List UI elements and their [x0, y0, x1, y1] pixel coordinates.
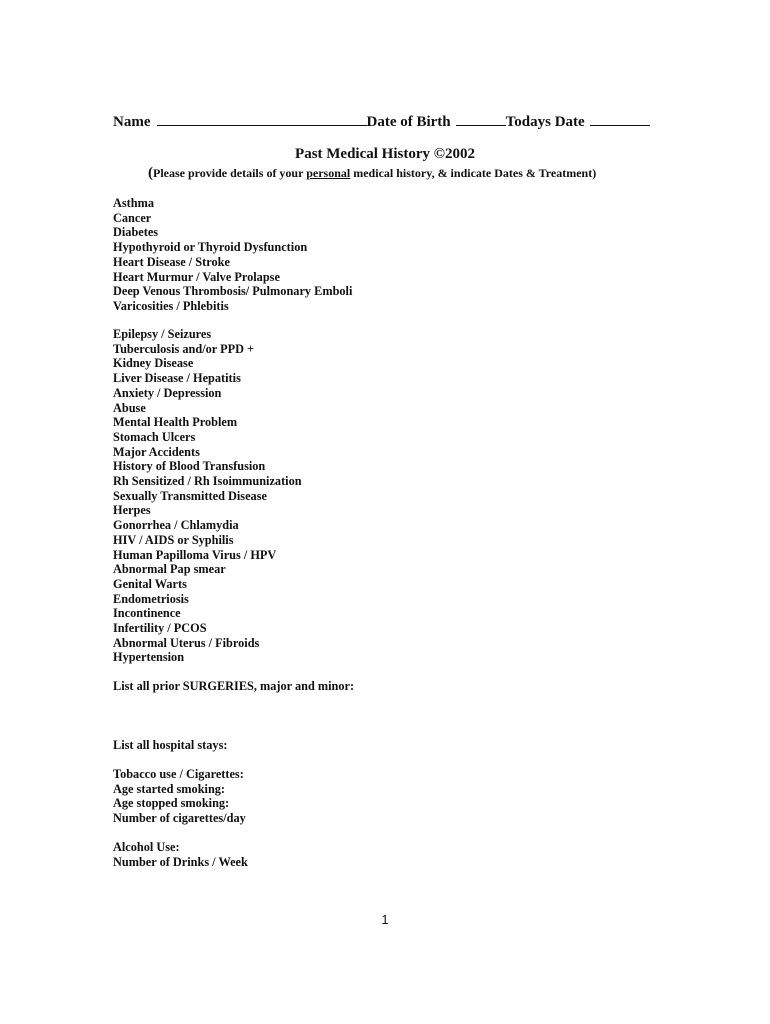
condition-item: Gonorrhea / Chlamydia	[113, 518, 239, 533]
condition-item: Major Accidents	[113, 444, 200, 459]
tobacco-item: Number of cigarettes/day	[113, 811, 246, 826]
condition-item: Tuberculosis and/or PPD +	[113, 341, 255, 356]
conditions-list-2	[113, 327, 302, 665]
condition-item: Deep Venous Thrombosis/ Pulmonary Emboli	[113, 284, 353, 299]
condition-item: Genital Warts	[113, 576, 187, 591]
condition-item: Endometriosis	[113, 591, 189, 606]
instructions-open-paren: (	[148, 165, 153, 181]
instructions-before: Please provide details of your	[153, 166, 307, 180]
instructions	[148, 165, 596, 182]
condition-item: Mental Health Problem	[113, 415, 238, 430]
surgeries-section	[113, 679, 354, 694]
condition-item: Kidney Disease	[113, 356, 194, 371]
condition-item: Cancer	[113, 210, 152, 225]
tobacco-section	[113, 767, 246, 826]
condition-item: Infertility / PCOS	[113, 621, 207, 636]
hospital-stays-section	[113, 738, 227, 753]
condition-item: Abnormal Pap smear	[113, 562, 226, 577]
todays-date-label: Todays Date	[505, 114, 585, 130]
patient-header	[113, 111, 658, 131]
condition-item: Incontinence	[113, 606, 181, 621]
name-label: Name	[113, 114, 151, 130]
condition-item: HIV / AIDS or Syphilis	[113, 532, 234, 547]
condition-item: Hypothyroid or Thyroid Dysfunction	[113, 240, 308, 255]
alcohol-section	[113, 840, 248, 869]
page-number: 1	[381, 912, 389, 927]
alcohol-item: Number of Drinks / Week	[113, 854, 248, 869]
page-title: Past Medical History ©2002	[295, 146, 475, 162]
surgeries-label: List all prior SURGERIES, major and minor:	[113, 679, 355, 693]
instructions-after: medical history, & indicate Dates & Treatment)	[350, 166, 597, 180]
condition-item: Hypertension	[113, 650, 185, 665]
date-of-birth-label: Date of Birth	[366, 114, 451, 130]
condition-item: History of Blood Transfusion	[113, 459, 266, 474]
condition-item: Anxiety / Depression	[113, 385, 222, 400]
tobacco-item: Tobacco use / Cigarettes:	[113, 767, 244, 781]
date-of-birth-field[interactable]	[456, 111, 506, 126]
condition-item: Sexually Transmitted Disease	[113, 488, 267, 503]
condition-item: Varicosities / Phlebitis	[113, 298, 229, 313]
tobacco-item: Age started smoking:	[113, 781, 226, 796]
condition-item: Rh Sensitized / Rh Isoimmunization	[113, 474, 302, 489]
condition-item: Herpes	[113, 503, 151, 518]
hospital-stays-label: List all hospital stays:	[113, 738, 228, 752]
condition-item: Abnormal Uterus / Fibroids	[113, 635, 260, 650]
condition-item: Abuse	[113, 400, 146, 415]
todays-date-field[interactable]	[590, 111, 650, 126]
condition-item: Human Papilloma Virus / HPV	[113, 547, 277, 562]
conditions-list-1	[113, 196, 352, 314]
condition-item: Liver Disease / Hepatitis	[113, 371, 241, 386]
condition-item: Heart Disease / Stroke	[113, 254, 230, 269]
instructions-underlined: personal	[306, 166, 351, 180]
condition-item: Stomach Ulcers	[113, 429, 196, 444]
condition-item: Heart Murmur / Valve Prolapse	[113, 269, 280, 284]
condition-item: Asthma	[113, 196, 154, 210]
name-field[interactable]	[157, 111, 367, 126]
alcohol-item: Alcohol Use:	[113, 840, 180, 854]
condition-item: Diabetes	[113, 225, 159, 240]
tobacco-item: Age stopped smoking:	[113, 796, 230, 811]
condition-item: Epilepsy / Seizures	[113, 327, 212, 341]
